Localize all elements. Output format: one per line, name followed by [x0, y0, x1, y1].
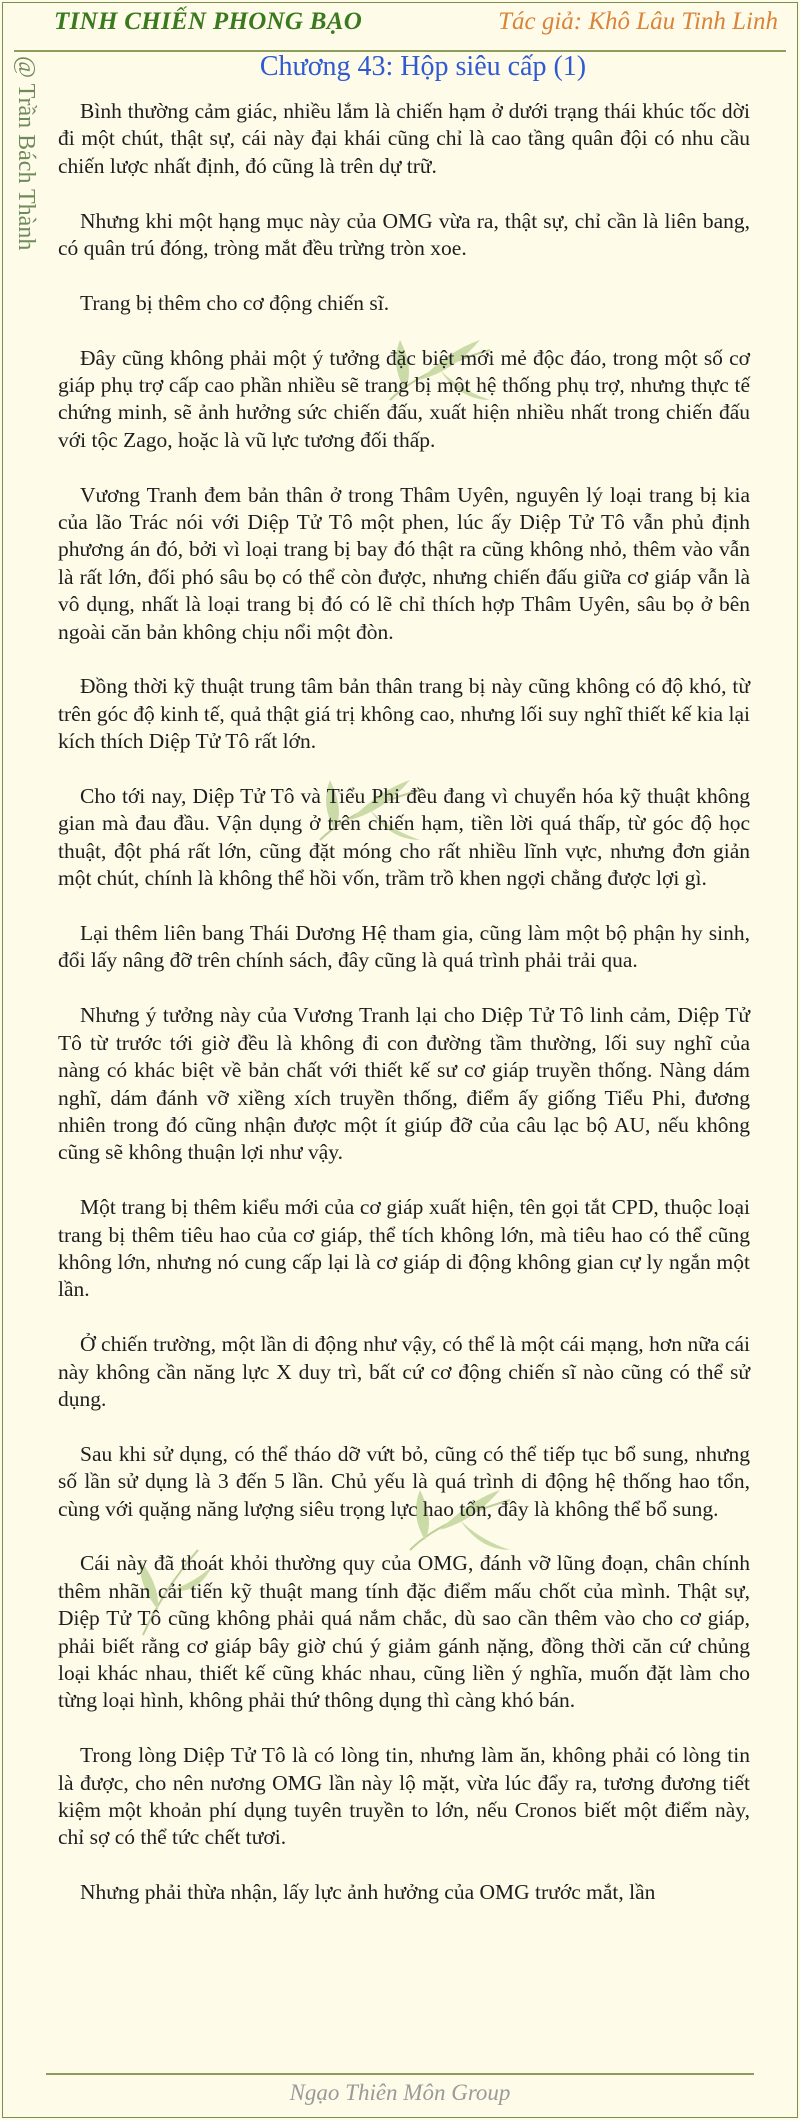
- chapter-body: [58, 98, 750, 1907]
- paragraph: Cái này đã thoát khỏi thường quy của OMG, đánh vỡ lũng đoạn, chân chính thêm nhãn cải tiến kỹ thuật mang tính đặc điểm mấu chốt của mình. Thật sự, Diệp Tử Tô cũng không phải quá nắm chắc, dù sao cần thêm vào cho cơ giáp, phải biết rằng cơ giáp bây giờ chú ý giảm gánh nặng, đồng thời căn cứ chủng loại khác nhau, thiết kế cũng khác nhau, cũng liền ý nghĩa, muốn đặt làm cho từng loại hình, không phải thứ thông dụng thì càng khó bán.: [58, 1551, 750, 1713]
- paragraph: Sau khi sử dụng, có thể tháo dỡ vứt bỏ, cũng có thể tiếp tục bổ sung, nhưng số lần sử dụng là 3 đến 5 lần. Chủ yếu là quá trình di động hệ thống hao tổn, cùng với quặng năng lượng siêu trọng lực hao tổn, đây là không thể bổ sung.: [58, 1441, 750, 1521]
- paragraph: Ở chiến trường, một lần di động như vậy, có thể là một cái mạng, hơn nữa cái này không cần năng lực X duy trì, bất cứ cơ động chiến sĩ nào cũng có thể sử dụng.: [58, 1332, 750, 1411]
- footer-divider: [46, 2073, 754, 2075]
- paragraph: Một trang bị thêm kiểu mới của cơ giáp xuất hiện, tên gọi tắt CPD, thuộc loại trang bị thêm tiêu hao của cơ giáp, thể tích không lớn, mà tiêu hao có thể cũng không lớn, nhưng nó cung cấp lại là cơ giáp di động không gian cự ly ngắn một lần.: [58, 1195, 750, 1302]
- paragraph: Trang bị thêm cho cơ động chiến sĩ.: [80, 290, 390, 315]
- paragraph: Bình thường cảm giác, nhiều lắm là chiến hạm ở dưới trạng thái khúc tốc dời đi một chút, thật sự, cái này đại khái cũng chỉ là cao tầng quân đội có nhu cầu chiến lược nhất định, đó cũng là trên dự trữ.: [58, 99, 750, 178]
- paragraph: Vương Tranh đem bản thân ở trong Thâm Uyên, nguyên lý loại trang bị kia của lão Trác nói với Diệp Tử Tô một phen, lúc ấy Diệp Tử Tô vẫn phủ định phương án đó, bởi vì loại trang bị bay đó thật ra cũng không nhỏ, thêm vào vẫn là rất lớn, đối phó sâu bọ có thể còn được, nhưng chiến đấu giữa cơ giáp vẫn là vô dụng, nhất là loại trang bị đó có lẽ chỉ thích hợp Thâm Uyên, sâu bọ ở bên ngoài căn bản không chịu nổi một đòn.: [58, 482, 750, 644]
- paragraph: Nhưng ý tưởng này của Vương Tranh lại cho Diệp Tử Tô linh cảm, Diệp Tử Tô từ trước tới giờ đều là không đi con đường tầm thường, lối suy nghĩ của nàng có khác biệt về bản chất với thiết kế sư cơ giáp truyền thống. Nàng dám nghĩ, dám đánh vỡ xiềng xích truyền thống, điểm ấy giống Tiểu Phi, đương nhiên trong đó cũng nhận được một ít giúp đỡ của câu lạc bộ AU, nếu không cũng sẽ không thuận lợi như vậy.: [58, 1003, 750, 1165]
- chapter-title: Chương 43: Hộp siêu cấp (1): [259, 51, 587, 82]
- page-header: [14, 0, 786, 52]
- paragraph: Lại thêm liên bang Thái Dương Hệ tham gia, cũng làm một bộ phận hy sinh, đổi lấy nâng đỡ trên chính sách, đây cũng là quá trình phải trải qua.: [58, 921, 750, 973]
- paragraph: Đây cũng không phải một ý tưởng đặc biệt mới mẻ độc đáo, trong một số cơ giáp phụ trợ cấp cao phần nhiều sẽ trang bị một hệ thống phụ trợ, nhưng thực tế chứng minh, sẽ ảnh hưởng sức chiến đấu, xuất hiện nhiều nhất trong chiến đấu với tộc Zago, hoặc là vũ lực tương đối thấp.: [58, 345, 750, 452]
- book-title: TINH CHIẾN PHONG BẠO: [54, 8, 363, 35]
- author-credit: Tác giả: Khô Lâu Tinh Linh: [498, 8, 778, 35]
- translator-credit: @ Trần Bách Thành: [13, 56, 39, 251]
- paragraph: Cho tới nay, Diệp Tử Tô và Tiểu Phi đều đang vì chuyển hóa kỹ thuật không gian mà đau đầu. Vận dụng ở trên chiến hạm, tiền lời quá thấp, từ góc độ học thuật, đột phá rất lớn, cũng đặt móng cho rất nhiều lĩnh vực, nhưng đơn giản một chút, chính là không thể hồi vốn, trầm trồ khen ngợi chẳng được lợi gì.: [58, 784, 750, 891]
- paragraph: Trong lòng Diệp Tử Tô là có lòng tin, nhưng làm ăn, không phải có lòng tin là được, cho nên nương OMG lần này lộ mặt, vừa lúc đẩy ra, tương đương tiết kiệm một khoản phí dụng tuyên truyền to lớn, nếu Cronos biết một điểm này, chỉ sợ có thể tức chết tươi.: [58, 1743, 750, 1850]
- paragraph: Nhưng phải thừa nhận, lấy lực ảnh hưởng của OMG trước mắt, lần: [80, 1880, 656, 1905]
- paragraph: Nhưng khi một hạng mục này của OMG vừa ra, thật sự, chỉ cần là liên bang, có quân trú đóng, tròng mắt đều trừng tròn xoe.: [58, 208, 750, 261]
- page-footer: Ngạo Thiên Môn Group: [289, 2080, 511, 2105]
- paragraph: Đồng thời kỹ thuật trung tâm bản thân trang bị này cũng không có độ khó, từ trên góc độ kinh tế, quả thật giá trị không cao, nhưng lối suy nghĩ thiết kế kia lại kích thích Diệp Tử Tô rất lớn.: [58, 674, 750, 754]
